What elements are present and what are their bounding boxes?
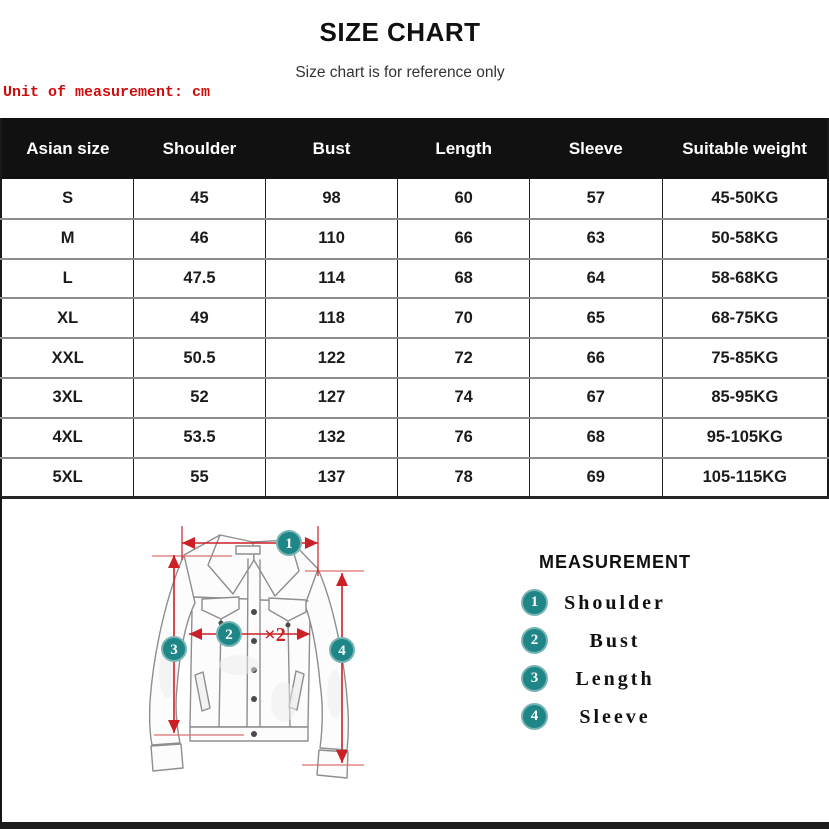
- column-header: Asian size: [1, 118, 134, 179]
- table-row: [1, 458, 828, 498]
- value-cell: 50-58KG: [662, 219, 828, 259]
- size-table-header: [1, 118, 828, 179]
- value-cell: 46: [134, 219, 265, 259]
- value-cell: 63: [529, 219, 662, 259]
- value-cell: 66: [529, 338, 662, 378]
- table-row: [1, 298, 828, 338]
- badge-sleeve: [330, 638, 354, 662]
- size-table: [0, 118, 829, 499]
- size-cell: L: [1, 259, 134, 299]
- value-cell: 68: [398, 259, 529, 299]
- value-cell: 70: [398, 298, 529, 338]
- value-cell: 137: [265, 458, 398, 498]
- measurement-legend-item: [472, 661, 772, 699]
- legend-label: Shoulder: [564, 592, 666, 614]
- value-cell: 68-75KG: [662, 298, 828, 338]
- table-row: [1, 219, 828, 259]
- size-cell: M: [1, 219, 134, 259]
- measurement-legend-items: [472, 585, 772, 737]
- svg-text:3: 3: [170, 642, 178, 658]
- value-cell: 68: [529, 418, 662, 458]
- badge-bust: [217, 622, 241, 646]
- value-cell: 55: [134, 458, 265, 498]
- measurement-legend-item: [472, 585, 772, 623]
- size-cell: 3XL: [1, 378, 134, 418]
- badge-shoulder: [277, 531, 301, 555]
- value-cell: 66: [398, 219, 529, 259]
- value-cell: 60: [398, 179, 529, 219]
- svg-text:2: 2: [225, 627, 233, 643]
- value-cell: 65: [529, 298, 662, 338]
- collar-label: [236, 546, 260, 554]
- value-cell: 45: [134, 179, 265, 219]
- svg-text:1: 1: [285, 536, 293, 552]
- value-cell: 76: [398, 418, 529, 458]
- table-row: [1, 418, 828, 458]
- value-cell: 52: [134, 378, 265, 418]
- value-cell: 98: [265, 179, 398, 219]
- legend-number-badge: 4: [521, 703, 548, 730]
- measurement-legend-item: [472, 623, 772, 661]
- svg-text:4: 4: [338, 643, 346, 659]
- table-row: [1, 259, 828, 299]
- value-cell: 72: [398, 338, 529, 378]
- value-cell: 122: [265, 338, 398, 378]
- value-cell: 53.5: [134, 418, 265, 458]
- legend-number-badge: 3: [521, 665, 548, 692]
- legend-label: Bust: [589, 630, 641, 652]
- value-cell: 58-68KG: [662, 259, 828, 299]
- unit-of-measurement-note: Unit of measurement: cm: [3, 84, 211, 101]
- value-cell: 75-85KG: [662, 338, 828, 378]
- value-cell: 47.5: [134, 259, 265, 299]
- value-cell: 118: [265, 298, 398, 338]
- legend-label: Length: [575, 668, 655, 690]
- value-cell: 50.5: [134, 338, 265, 378]
- page-title: SIZE CHART: [319, 17, 481, 47]
- size-table-body: [1, 179, 828, 497]
- value-cell: 67: [529, 378, 662, 418]
- value-cell: 45-50KG: [662, 179, 828, 219]
- value-cell: 57: [529, 179, 662, 219]
- size-cell: XL: [1, 298, 134, 338]
- value-cell: 95-105KG: [662, 418, 828, 458]
- value-cell: 64: [529, 259, 662, 299]
- value-cell: 69: [529, 458, 662, 498]
- multiplier-note: ×2: [264, 624, 286, 646]
- legend-number-badge: 1: [521, 589, 548, 616]
- header-row: [1, 118, 828, 179]
- legend-label: Sleeve: [579, 706, 651, 728]
- size-cell: 5XL: [1, 458, 134, 498]
- value-cell: 105-115KG: [662, 458, 828, 498]
- column-header: Length: [398, 118, 529, 179]
- value-cell: 114: [265, 259, 398, 299]
- bottom-divider-bar: [0, 822, 829, 829]
- column-header: Shoulder: [134, 118, 265, 179]
- badge-length: [162, 637, 186, 661]
- value-cell: 132: [265, 418, 398, 458]
- size-cell: XXL: [1, 338, 134, 378]
- value-cell: 49: [134, 298, 265, 338]
- value-cell: 85-95KG: [662, 378, 828, 418]
- measurement-figure-section: [0, 497, 829, 822]
- measurement-legend: [472, 552, 772, 728]
- table-row: [1, 378, 828, 418]
- value-cell: 127: [265, 378, 398, 418]
- value-cell: 74: [398, 378, 529, 418]
- column-header: Suitable weight: [662, 118, 828, 179]
- table-row: [1, 179, 828, 219]
- size-cell: S: [62, 188, 74, 207]
- value-cell: 78: [398, 458, 529, 498]
- column-header: Bust: [265, 118, 398, 179]
- value-cell: 110: [265, 219, 398, 259]
- measurement-legend-title: MEASUREMENT: [538, 552, 691, 572]
- size-cell: 4XL: [1, 418, 134, 458]
- measurement-legend-item: [472, 699, 772, 737]
- page-subtitle: Size chart is for reference only: [295, 64, 505, 81]
- legend-number-badge: 2: [521, 627, 548, 654]
- table-row: [1, 338, 828, 378]
- column-header: Sleeve: [529, 118, 662, 179]
